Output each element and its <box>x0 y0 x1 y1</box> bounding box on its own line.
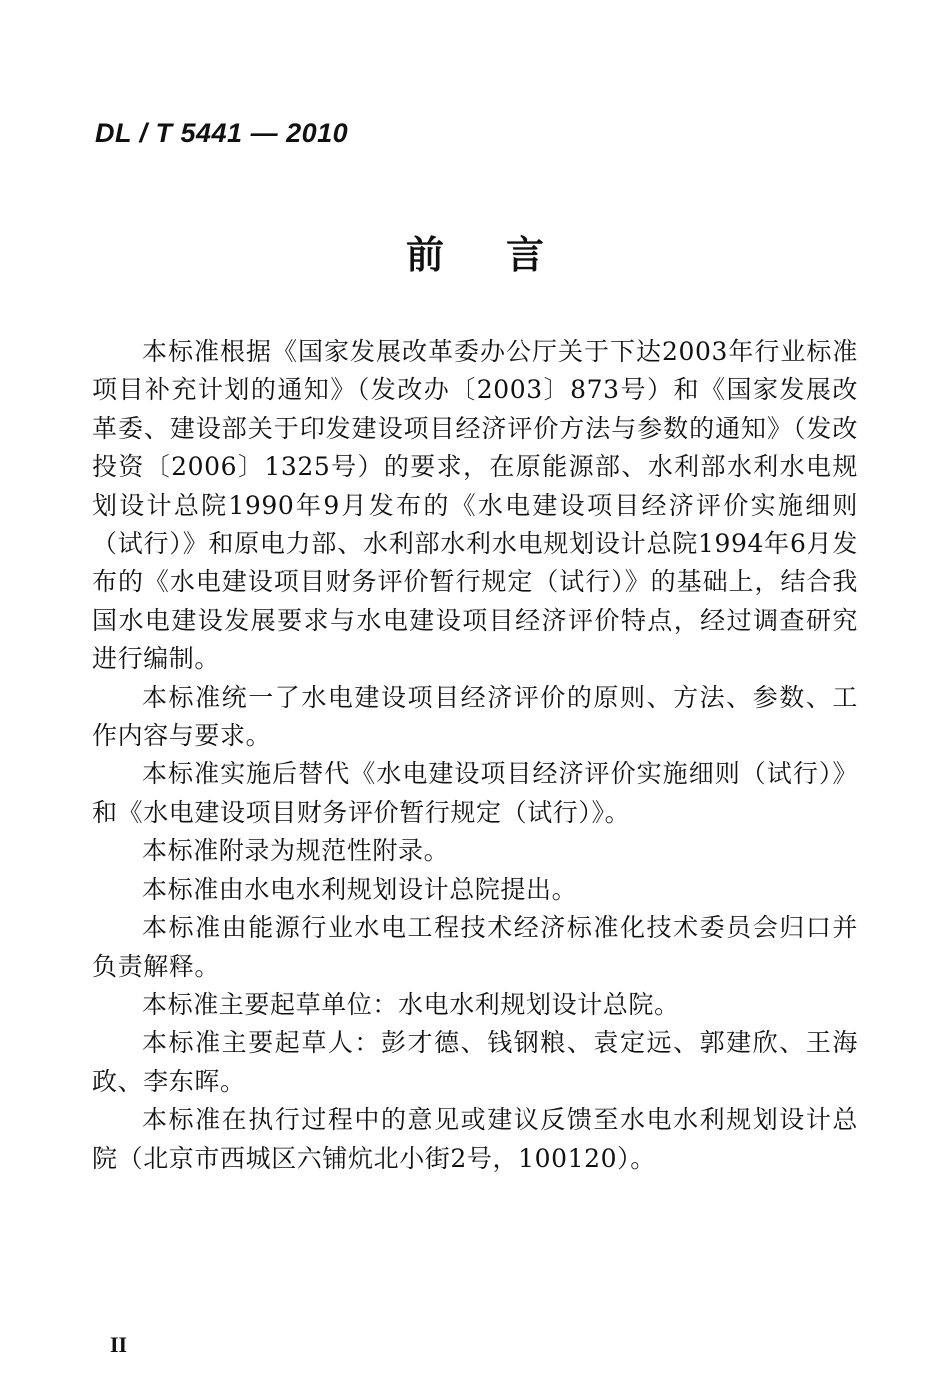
paragraph-appendix: 本标准附录为规范性附录。 <box>142 836 450 866</box>
paragraph-drafting-unit: 本标准主要起草单位：水电水利规划设计总院。 <box>142 989 680 1019</box>
paragraph-scope: 本标准统一了水电建设项目经济评价的原则、方法、参数、工作内容与要求。 <box>92 682 858 751</box>
standard-code: DL / T 5441 — 2010 <box>95 118 349 148</box>
title-char-1: 前 <box>405 233 444 277</box>
paragraph-administrator: 本标准由能源行业水电工程技术经济标准化技术委员会归口并负责解释。 <box>92 913 858 981</box>
page-title <box>0 230 950 280</box>
paragraph-replacement: 本标准实施后替代《水电建设项目经济评价实施细则（试行）》和《水电建设项目财务评价暂行规定（试行）》。 <box>92 759 858 827</box>
paragraph-basis: 本标准根据《国家发展改革委办公厅关于下达2003年行业标准项目补充计划的通知》（发改办〔2003〕873号）和《国家发展改革委、建设部关于印发建设项目经济评价方法与参数的通知》（发改投资〔2006〕1325号）的要求，在原能源部、水利部水利水电规划设计总院1990年9月发布的《水电建设项目经济评价实施细则（试行）》和原电力部、水利部水利水电规划设计总院1994年6月发布的《水电建设项目财务评价暂行规定（试行）》的基础上，结合我国水电建设发展要求与水电建设项目经济评价特点，经过调查研究进行编制。 <box>92 337 858 674</box>
title-char-2: 言 <box>506 233 545 277</box>
paragraph-drafters: 本标准主要起草人：彭才德、钱钢粮、袁定远、郭建欣、王海政、李东晖。 <box>92 1028 858 1096</box>
paragraph-proposer: 本标准由水电水利规划设计总院提出。 <box>142 874 578 904</box>
page-number: II <box>110 1332 128 1357</box>
foreword-body <box>92 333 858 1178</box>
paragraph-feedback: 本标准在执行过程中的意见或建议反馈至水电水利规划设计总院（北京市西城区六铺炕北小街2号，100120）。 <box>92 1105 858 1173</box>
